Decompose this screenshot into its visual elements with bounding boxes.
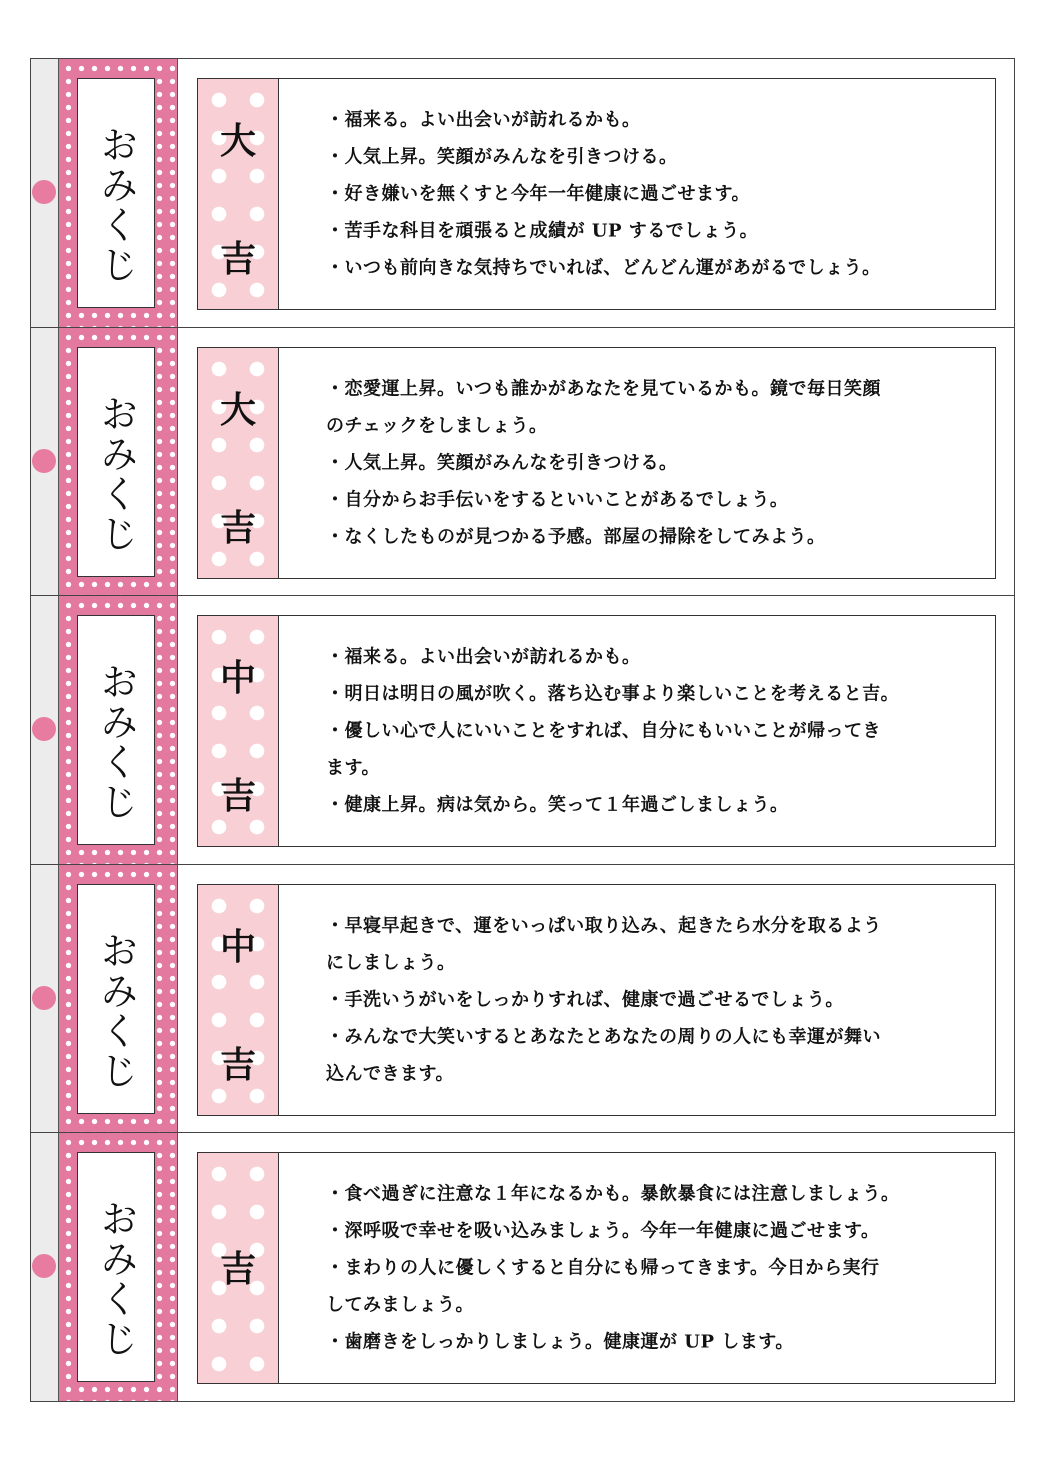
omikuji-label: おみくじ	[94, 393, 138, 554]
fortune-line: にしましょう。	[326, 952, 456, 973]
omikuji-card	[30, 595, 1015, 865]
omikuji-card	[30, 864, 1015, 1134]
fortune-rank-strip	[198, 1153, 279, 1383]
omikuji-label-box	[77, 615, 155, 845]
fortune-rank-char: 吉	[219, 775, 256, 817]
polka-dot-strip	[59, 1133, 178, 1401]
fortune-rank-char: 吉	[219, 506, 256, 549]
fortune-text	[326, 639, 971, 824]
omikuji-label: おみくじ	[94, 662, 138, 822]
fortune-rank-char: 吉	[219, 1248, 256, 1290]
omikuji-label: おみくじ	[94, 1199, 138, 1359]
omikuji-card	[30, 1132, 1015, 1402]
fortune-rank-char: 吉	[219, 1043, 256, 1086]
fortune-content-box	[197, 78, 996, 310]
binding-margin	[31, 865, 59, 1133]
fortune-rank-strip	[198, 616, 279, 846]
fortune-line: ・早寝早起きで、運をいっぱい取り込み、起きたら水分を取るよう	[326, 915, 882, 936]
omikuji-card	[30, 327, 1015, 597]
omikuji-label-box	[77, 1152, 155, 1382]
omikuji-sheet	[30, 58, 1015, 1402]
omikuji-label: おみくじ	[94, 930, 138, 1091]
fortune-line: ・人気上昇。笑顔がみんなを引きつける。	[326, 146, 678, 168]
punch-hole-icon	[32, 1254, 56, 1278]
omikuji-label-box	[77, 347, 155, 577]
binding-margin	[31, 1133, 59, 1401]
polka-dot-strip	[59, 59, 178, 327]
polka-dot-strip	[59, 596, 178, 864]
fortune-rank-char: 吉	[219, 238, 256, 280]
fortune-text	[326, 907, 971, 1092]
polka-dot-strip	[59, 865, 178, 1133]
fortune-line: ・歯磨きをしっかりしましょう。健康運が UP します。	[326, 1331, 794, 1353]
punch-hole-icon	[32, 449, 56, 473]
fortune-text	[326, 370, 971, 555]
fortune-rank-char: 大	[219, 388, 256, 431]
fortune-line: 込んできます。	[326, 1063, 455, 1084]
fortune-rank-char: 大	[219, 120, 256, 162]
punch-hole-icon	[32, 717, 56, 741]
fortune-rank-char: 中	[219, 925, 256, 968]
fortune-content-box	[197, 1152, 996, 1384]
fortune-line: ・食べ過ぎに注意な１年になるかも。暴飲暴食には注意しましょう。	[326, 1183, 900, 1205]
fortune-line: ・みんなで大笑いするとあなたとあなたの周りの人にも幸運が舞い	[326, 1026, 881, 1047]
fortune-line: ・福来る。よい出会いが訪れるかも。	[326, 646, 641, 668]
fortune-line: ・好き嫌いを無くすと今年一年健康に過ごせます。	[326, 183, 751, 205]
fortune-line: ・人気上昇。笑顔がみんなを引きつける。	[326, 452, 678, 473]
binding-margin	[31, 328, 59, 596]
fortune-content-box	[197, 347, 996, 579]
fortune-text	[326, 102, 971, 287]
punch-hole-icon	[32, 180, 56, 204]
polka-dot-strip	[59, 328, 178, 596]
fortune-line: ・福来る。よい出会いが訪れるかも。	[326, 109, 641, 131]
fortune-line: ・深呼吸で幸せを吸い込みましょう。今年一年健康に過ごせます。	[326, 1220, 880, 1242]
fortune-line: ます。	[326, 757, 381, 779]
fortune-line: してみましょう。	[326, 1294, 474, 1316]
fortune-line: ・恋愛運上昇。いつも誰かがあなたを見ているかも。鏡で毎日笑顔	[326, 378, 881, 399]
punch-hole-icon	[32, 986, 56, 1010]
fortune-line: ・いつも前向きな気持ちでいれば、どんどん運があがるでしょう。	[326, 257, 881, 279]
fortune-line: ・手洗いうがいをしっかりすれば、健康で過ごせるでしょう。	[326, 989, 844, 1010]
omikuji-card	[30, 58, 1015, 328]
fortune-line: ・健康上昇。病は気から。笑って１年過ごしましょう。	[326, 794, 789, 816]
omikuji-label-box	[77, 78, 155, 308]
fortune-line: ・苦手な科目を頑張ると成績が UP するでしょう。	[326, 220, 759, 242]
fortune-line: ・まわりの人に優しくすると自分にも帰ってきます。今日から実行	[326, 1257, 880, 1279]
fortune-content-box	[197, 884, 996, 1116]
binding-margin	[31, 59, 59, 327]
fortune-line: ・明日は明日の風が吹く。落ち込む事より楽しいことを考えると吉。	[326, 683, 900, 705]
omikuji-label-box	[77, 884, 155, 1114]
omikuji-label: おみくじ	[94, 125, 138, 285]
fortune-line: ・優しい心で人にいいことをすれば、自分にもいいことが帰ってき	[326, 720, 881, 742]
fortune-rank-char: 中	[219, 657, 256, 699]
fortune-rank-strip	[198, 885, 279, 1115]
fortune-line: ・なくしたものが見つかる予感。部屋の掃除をしてみよう。	[326, 526, 826, 547]
fortune-rank-strip	[198, 348, 279, 578]
fortune-text	[326, 1176, 971, 1361]
fortune-content-box	[197, 615, 996, 847]
fortune-line: ・自分からお手伝いをするといいことがあるでしょう。	[326, 489, 789, 510]
fortune-rank-strip	[198, 79, 279, 309]
fortune-line: のチェックをしましょう。	[326, 415, 548, 436]
binding-margin	[31, 596, 59, 864]
